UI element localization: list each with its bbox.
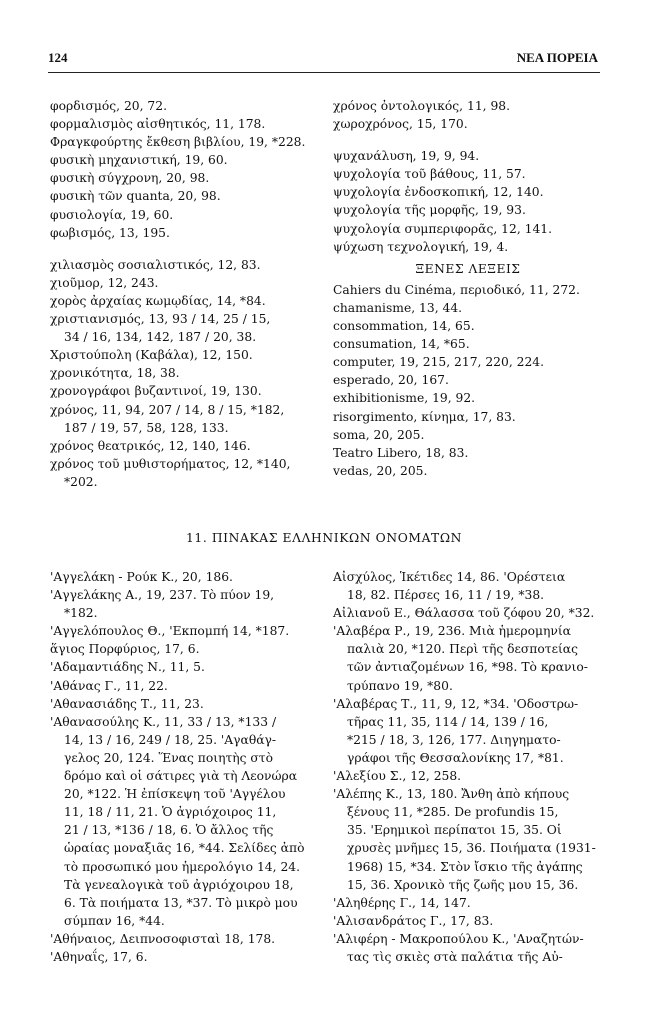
index-entry-line: χρόνος τοῦ μυθιστορήματος, 12, *140, bbox=[50, 456, 291, 471]
index-entry-line: 'Αλέπης Κ., 13, 180. Ἄνθη ἀπὸ κήπους bbox=[333, 787, 570, 802]
index-entry-line: Τὰ γενεαλογικὰ τοῦ ἀγριόχοιρου 18, bbox=[64, 877, 294, 892]
index-entry-line: *202. bbox=[64, 474, 98, 489]
index-entry-line: τῶν ἀντιαζομένων 16, *98. Τὸ κρανιο- bbox=[347, 660, 588, 675]
index-entry-line: computer, 19, 215, 217, 220, 224. bbox=[333, 355, 545, 370]
index-entry-line: Αἰλιανοῦ Ε., Θάλασσα τοῦ ζόφου 20, *32. bbox=[333, 606, 595, 621]
index-entry-line: Αἰσχύλος, Ἱκέτιδες 14, 86. 'Ορέστεια bbox=[333, 570, 566, 584]
index-entry-line: χρονικότητα, 18, 38. bbox=[50, 366, 180, 381]
index-entry-line: ψυχολογία τῆς μορφῆς, 19, 93. bbox=[333, 203, 526, 218]
index-entry-line: 20, *122. Ἡ ἐπίσκεψη τοῦ 'Αγγέλου bbox=[64, 787, 286, 802]
index-entry-line: Χριστούπολη (Καβάλα), 12, 150. bbox=[50, 348, 253, 363]
running-header bbox=[48, 50, 598, 68]
index-entry-line: 11, 18 / 11, 21. Ὁ ἀγριόχοιρος 11, bbox=[64, 805, 277, 820]
page-number: 124 bbox=[48, 50, 68, 65]
index-entry-line: 'Αθανασούλης Κ., 11, 33 / 13, *133 / bbox=[50, 714, 277, 729]
index-entry-line: φυσιολογία, 19, 60. bbox=[50, 207, 174, 222]
index-entry-line: τας τὶς σκιὲς στὰ παλάτια τῆς Αὐ- bbox=[347, 949, 563, 964]
entry-gap bbox=[50, 242, 320, 256]
index-entry-line: ἅγιος Πορφύριος, 17, 6. bbox=[50, 642, 200, 657]
index-column-top-right bbox=[333, 97, 603, 480]
subsection-heading: ΞΕΝΕΣ ΛΕΞΕΙΣ bbox=[415, 261, 521, 276]
index-entry-line: χρόνος θεατρικός, 12, 140, 146. bbox=[50, 438, 251, 453]
index-entry-line: φωβισμός, 13, 195. bbox=[50, 225, 170, 240]
index-entry-line: consommation, 14, 65. bbox=[333, 319, 475, 334]
index-entry-line: 35. 'Ερημικοὶ περίπατοι 15, 35. Οἱ bbox=[347, 823, 562, 838]
index-entry-line: χορὸς ἀρχαίας κωμῳδίας, 14, *84. bbox=[50, 293, 266, 308]
index-entry-line: 'Αγγελόπουλος Θ., 'Εκπομπή 14, *187. bbox=[50, 624, 290, 639]
index-entry-line: vedas, 20, 205. bbox=[333, 463, 428, 478]
index-entry-line: Teatro Libero, 18, 83. bbox=[333, 445, 469, 460]
journal-title: ΝΕΑ ΠΟΡΕΙΑ bbox=[516, 50, 598, 65]
index-entry-line: χιλιασμὸς σοσιαλιστικός, 12, 83. bbox=[50, 257, 261, 272]
index-entry-line: Cahiers du Cinéma, περιοδικό, 11, 272. bbox=[333, 282, 580, 297]
index-entry-line: ψυχολογία συμπεριφορᾶς, 12, 141. bbox=[333, 221, 553, 236]
index-entry-line: χρόνος, 11, 94, 207 / 14, 8 / 15, *182, bbox=[50, 402, 285, 417]
index-entry-line: τὸ προσωπικό μου ἡμερολόγιο 14, 24. bbox=[64, 859, 300, 874]
index-entry-line: φορδισμός, 20, 72. bbox=[50, 99, 167, 113]
index-entry-line: φορμαλισμὸς αἰσθητικός, 11, 178. bbox=[50, 117, 266, 132]
index-entry-line: *182. bbox=[64, 606, 98, 621]
index-entry-line: ξένους 11, *285. De profundis 15, bbox=[347, 805, 559, 820]
index-entry-line: φυσικὴ μηχανιστική, 19, 60. bbox=[50, 153, 228, 168]
index-entry-line: 14, 13 / 16, 249 / 18, 25. 'Αγαθάγ- bbox=[64, 732, 277, 747]
index-entry-line: 'Αθανασιάδης Τ., 11, 23. bbox=[50, 696, 204, 711]
index-entry-line: risorgimento, κίνημα, 17, 83. bbox=[333, 409, 516, 424]
index-column-bottom-right bbox=[333, 568, 603, 966]
index-entry-line: γράφοι τῆς Θεσσαλονίκης 17, *81. bbox=[347, 750, 564, 765]
index-entry-line: φυσικὴ σύγχρονη, 20, 98. bbox=[50, 171, 210, 186]
index-entry-line: exhibitionisme, 19, 92. bbox=[333, 391, 476, 406]
index-entry-line: 'Αγγελάκης Α., 19, 237. Τὸ πύον 19, bbox=[50, 588, 275, 603]
index-entry-line: soma, 20, 205. bbox=[333, 427, 425, 442]
index-entry-line: 15, 36. Χρονικὸ τῆς ζωῆς μου 15, 36. bbox=[347, 877, 579, 892]
index-entry-line: consumation, 14, *65. bbox=[333, 337, 470, 352]
index-entry-line: 'Αλισανδράτος Γ., 17, 83. bbox=[333, 913, 494, 928]
index-entry-line: παλιὰ 20, *120. Περὶ τῆς δεσποτείας bbox=[347, 642, 578, 657]
index-entry-line: chamanisme, 13, 44. bbox=[333, 300, 463, 315]
index-entry-line: ψυχολογία τοῦ βάθους, 11, 57. bbox=[333, 167, 526, 182]
index-entry-line: χρόνος ὀντολογικός, 11, 98. bbox=[333, 99, 511, 113]
index-entry-line: τῆρας 11, 35, 114 / 14, 139 / 16, bbox=[347, 714, 549, 729]
index-column-top-left bbox=[50, 97, 320, 491]
index-entry-line: ψυχολογία ἐνδοσκοπική, 12, 140. bbox=[333, 185, 544, 200]
index-entry-line: χρυσὲς μνῆμες 15, 36. Ποιήματα (1931- bbox=[347, 841, 596, 856]
index-entry-line: χριστιανισμός, 13, 93 / 14, 25 / 15, bbox=[50, 312, 271, 327]
index-entry-line: Φραγκφούρτης ἔκθεση βιβλίου, 19, *228. bbox=[50, 135, 306, 150]
index-entry-line: 'Αθήναιος, Δειπνοσοφισταὶ 18, 178. bbox=[50, 931, 276, 946]
index-entry-line: 6. Τὰ ποιήματα 13, *37. Τὸ μικρὸ μου bbox=[64, 895, 298, 910]
index-entry-line: ψύχωση τεχνολογική, 19, 4. bbox=[333, 239, 509, 254]
index-entry-line: χρονογράφοι βυζαντινοί, 19, 130. bbox=[50, 384, 262, 399]
index-entry-line: 'Αγγελάκη - Ρούκ Κ., 20, 186. bbox=[50, 570, 233, 584]
index-entry-line: 'Αθάνας Γ., 11, 22. bbox=[50, 678, 168, 693]
index-entry-line: χωροχρόνος, 15, 170. bbox=[333, 117, 468, 132]
index-entry-line: 'Αθηναΐς, 17, 6. bbox=[50, 949, 148, 964]
index-entry-line: 'Αδαμαντιάδης Ν., 11, 5. bbox=[50, 660, 205, 675]
index-entry-line: 21 / 13, *136 / 18, 6. Ὁ ἄλλος τῆς bbox=[64, 823, 274, 838]
index-entry-line: 'Αλαβέρας Τ., 11, 9, 12, *34. 'Οδοστρω- bbox=[333, 696, 579, 711]
index-entry-line: ψυχανάλυση, 19, 9, 94. bbox=[333, 149, 480, 164]
index-entry-line: σύμπαν 16, *44. bbox=[64, 913, 165, 928]
index-entry-line: esperado, 20, 167. bbox=[333, 373, 449, 388]
index-entry-line: 187 / 19, 57, 58, 128, 133. bbox=[64, 420, 229, 435]
header-rule bbox=[48, 72, 600, 73]
index-entry-line: ὡραίας μοναξιᾶς 16, *44. Σελίδες ἀπὸ bbox=[64, 841, 305, 856]
index-entry-line: φυσικὴ τῶν quanta, 20, 98. bbox=[50, 189, 221, 204]
index-entry-line: 'Αλαβέρα Ρ., 19, 236. Μιὰ ἡμερομηνία bbox=[333, 624, 571, 639]
index-entry-line: δρόμο καὶ οἱ σάτιρες γιὰ τὴ Λεονώρα bbox=[64, 769, 298, 784]
index-entry-line: 'Αλιφέρη - Μακροπούλου Κ., 'Αναζητών- bbox=[333, 931, 584, 946]
index-entry-line: 'Αλεξίου Σ., 12, 258. bbox=[333, 769, 462, 784]
index-entry-line: 18, 82. Πέρσες 16, 11 / 19, *38. bbox=[347, 588, 545, 603]
index-entry-line: 1968) 15, *34. Στὸν ἴσκιο τῆς ἀγάπης bbox=[347, 859, 583, 874]
index-entry-line: 'Αληθέρης Γ., 14, 147. bbox=[333, 895, 471, 910]
index-entry-line: χιοῦμορ, 12, 243. bbox=[50, 275, 159, 290]
entry-gap bbox=[333, 133, 603, 147]
index-entry-line: γελος 20, 124. Ἕνας ποιητὴς στὸ bbox=[64, 750, 274, 765]
index-entry-line: τρύπανο 19, *80. bbox=[347, 678, 453, 693]
index-column-bottom-left bbox=[50, 568, 328, 966]
index-entry-line: *215 / 18, 3, 126, 177. Διηγηματο- bbox=[347, 732, 561, 747]
index-entry-line: 34 / 16, 134, 142, 187 / 20, 38. bbox=[64, 330, 257, 345]
section-title: 11. ΠΙΝΑΚΑΣ ΕΛΛΗΝΙΚΩΝ ΟΝΟΜΑΤΩΝ bbox=[185, 531, 463, 545]
